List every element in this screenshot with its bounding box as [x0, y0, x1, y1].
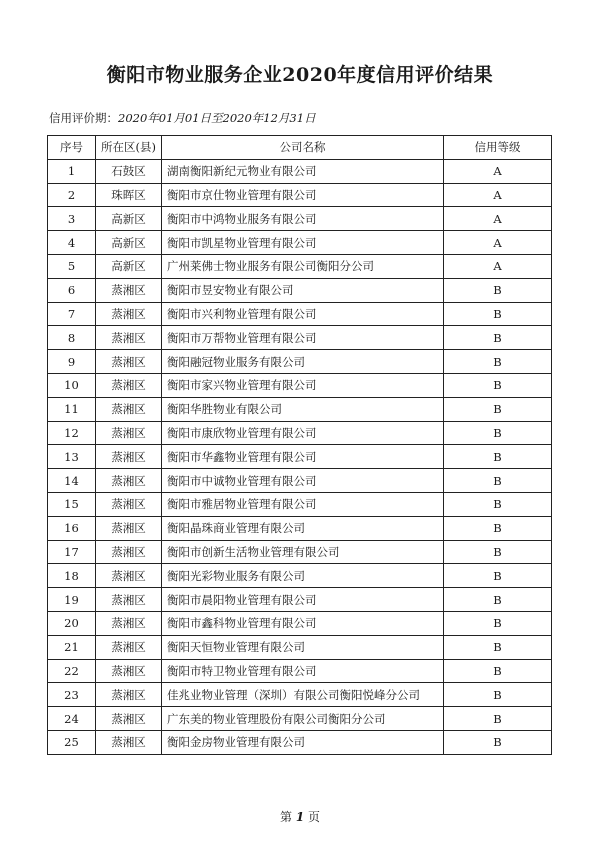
table-row [48, 302, 552, 326]
period-range: 2020年01月01日至2020年12月31日 [118, 111, 316, 125]
row-credit-grade: B [444, 707, 552, 731]
page-footer [0, 808, 600, 825]
row-credit-grade: B [444, 659, 552, 683]
table-row [48, 469, 552, 493]
row-index: 3 [48, 207, 96, 231]
row-district: 蒸湘区 [96, 635, 162, 659]
row-district: 蒸湘区 [96, 397, 162, 421]
row-company-name: 广州莱佛士物业服务有限公司衡阳分公司 [162, 254, 444, 278]
row-company-name: 衡阳市康欣物业管理有限公司 [162, 421, 444, 445]
page-number: 1 [295, 810, 305, 824]
row-company-name: 衡阳市万帮物业管理有限公司 [162, 326, 444, 350]
header-district: 所在区(县) [96, 136, 162, 160]
row-company-name: 衡阳市家兴物业管理有限公司 [162, 373, 444, 397]
table-row [48, 635, 552, 659]
row-credit-grade: B [444, 350, 552, 374]
row-credit-grade: A [444, 254, 552, 278]
header-company-name: 公司名称 [162, 136, 444, 160]
row-credit-grade: B [444, 373, 552, 397]
row-index: 15 [48, 492, 96, 516]
footer-suffix: 页 [308, 810, 321, 824]
row-credit-grade: B [444, 635, 552, 659]
table-row [48, 397, 552, 421]
row-district: 高新区 [96, 207, 162, 231]
row-credit-grade: B [444, 492, 552, 516]
row-district: 蒸湘区 [96, 278, 162, 302]
table-row [48, 564, 552, 588]
row-district: 高新区 [96, 231, 162, 255]
table-row [48, 492, 552, 516]
row-district: 蒸湘区 [96, 683, 162, 707]
row-index: 23 [48, 683, 96, 707]
row-company-name: 衡阳市昱安物业有限公司 [162, 278, 444, 302]
row-company-name: 衡阳晶珠商业管理有限公司 [162, 516, 444, 540]
row-credit-grade: B [444, 611, 552, 635]
table-row [48, 683, 552, 707]
row-index: 20 [48, 611, 96, 635]
row-index: 10 [48, 373, 96, 397]
row-credit-grade: B [444, 302, 552, 326]
row-district: 蒸湘区 [96, 492, 162, 516]
row-company-name: 衡阳融冠物业服务有限公司 [162, 350, 444, 374]
table-row [48, 421, 552, 445]
row-company-name: 衡阳市华鑫物业管理有限公司 [162, 445, 444, 469]
page-title: 衡阳市物业服务企业2020年度信用评价结果 [106, 64, 494, 86]
row-index: 12 [48, 421, 96, 445]
row-company-name: 衡阳市凯星物业管理有限公司 [162, 231, 444, 255]
period-label: 信用评价期： [49, 111, 118, 125]
row-district: 蒸湘区 [96, 350, 162, 374]
table-row [48, 159, 552, 183]
table-row [48, 207, 552, 231]
row-company-name: 衡阳市晨阳物业管理有限公司 [162, 588, 444, 612]
header-index: 序号 [48, 136, 96, 160]
row-company-name: 衡阳市鑫科物业管理有限公司 [162, 611, 444, 635]
row-credit-grade: A [444, 183, 552, 207]
row-index: 1 [48, 159, 96, 183]
row-district: 蒸湘区 [96, 445, 162, 469]
row-company-name: 衡阳天恒物业管理有限公司 [162, 635, 444, 659]
row-credit-grade: A [444, 231, 552, 255]
row-credit-grade: A [444, 207, 552, 231]
row-district: 蒸湘区 [96, 564, 162, 588]
row-district: 蒸湘区 [96, 588, 162, 612]
row-district: 蒸湘区 [96, 302, 162, 326]
table-header-row [48, 136, 552, 160]
table-row [48, 588, 552, 612]
row-index: 22 [48, 659, 96, 683]
row-company-name: 衡阳华胜物业有限公司 [162, 397, 444, 421]
footer-prefix: 第 [279, 810, 292, 824]
row-credit-grade: B [444, 278, 552, 302]
row-district: 蒸湘区 [96, 373, 162, 397]
table-row [48, 659, 552, 683]
row-credit-grade: B [444, 516, 552, 540]
row-company-name: 湖南衡阳新纪元物业有限公司 [162, 159, 444, 183]
row-credit-grade: B [444, 421, 552, 445]
row-company-name: 衡阳市雅居物业管理有限公司 [162, 492, 444, 516]
row-company-name: 衡阳市创新生活物业管理有限公司 [162, 540, 444, 564]
table-row [48, 540, 552, 564]
row-district: 蒸湘区 [96, 326, 162, 350]
row-company-name: 衡阳市中鸿物业服务有限公司 [162, 207, 444, 231]
row-company-name: 衡阳市京仕物业管理有限公司 [162, 183, 444, 207]
row-index: 25 [48, 730, 96, 754]
credit-rating-table [47, 135, 552, 755]
row-district: 蒸湘区 [96, 469, 162, 493]
row-credit-grade: B [444, 588, 552, 612]
row-district: 蒸湘区 [96, 540, 162, 564]
row-district: 蒸湘区 [96, 707, 162, 731]
row-district: 蒸湘区 [96, 730, 162, 754]
row-district: 石鼓区 [96, 159, 162, 183]
row-credit-grade: B [444, 683, 552, 707]
table-row [48, 445, 552, 469]
table-row [48, 254, 552, 278]
table-row [48, 231, 552, 255]
row-index: 2 [48, 183, 96, 207]
row-credit-grade: B [444, 445, 552, 469]
row-company-name: 佳兆业物业管理（深圳）有限公司衡阳悦峰分公司 [162, 683, 444, 707]
row-credit-grade: B [444, 730, 552, 754]
table-row [48, 183, 552, 207]
row-index: 11 [48, 397, 96, 421]
row-credit-grade: B [444, 397, 552, 421]
row-company-name: 衡阳光彩物业服务有限公司 [162, 564, 444, 588]
table-body [48, 159, 552, 754]
row-index: 18 [48, 564, 96, 588]
table-row [48, 350, 552, 374]
row-district: 珠晖区 [96, 183, 162, 207]
row-district: 高新区 [96, 254, 162, 278]
row-index: 9 [48, 350, 96, 374]
row-district: 蒸湘区 [96, 611, 162, 635]
row-credit-grade: B [444, 564, 552, 588]
row-company-name: 衡阳市中诚物业管理有限公司 [162, 469, 444, 493]
row-credit-grade: B [444, 469, 552, 493]
row-index: 24 [48, 707, 96, 731]
table-row [48, 516, 552, 540]
evaluation-period [49, 110, 316, 126]
row-index: 5 [48, 254, 96, 278]
table-row [48, 730, 552, 754]
table-row [48, 278, 552, 302]
row-index: 7 [48, 302, 96, 326]
row-index: 19 [48, 588, 96, 612]
row-credit-grade: B [444, 326, 552, 350]
row-index: 21 [48, 635, 96, 659]
table-row [48, 373, 552, 397]
row-index: 4 [48, 231, 96, 255]
row-company-name: 广东美的物业管理股份有限公司衡阳分公司 [162, 707, 444, 731]
table-row [48, 611, 552, 635]
row-index: 6 [48, 278, 96, 302]
row-credit-grade: A [444, 159, 552, 183]
row-district: 蒸湘区 [96, 659, 162, 683]
row-district: 蒸湘区 [96, 516, 162, 540]
row-index: 16 [48, 516, 96, 540]
table-row [48, 326, 552, 350]
row-district: 蒸湘区 [96, 421, 162, 445]
row-index: 17 [48, 540, 96, 564]
row-company-name: 衡阳金房物业管理有限公司 [162, 730, 444, 754]
table-row [48, 707, 552, 731]
row-index: 8 [48, 326, 96, 350]
row-company-name: 衡阳市特卫物业管理有限公司 [162, 659, 444, 683]
row-index: 14 [48, 469, 96, 493]
header-credit-grade: 信用等级 [444, 136, 552, 160]
row-index: 13 [48, 445, 96, 469]
row-credit-grade: B [444, 540, 552, 564]
row-company-name: 衡阳市兴利物业管理有限公司 [162, 302, 444, 326]
